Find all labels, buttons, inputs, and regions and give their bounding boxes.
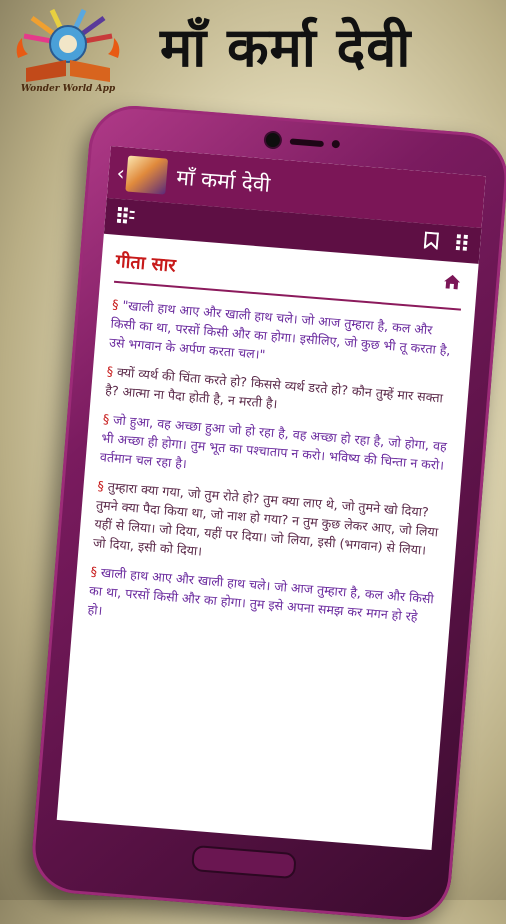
phone-home-button[interactable] [191, 845, 297, 879]
sensor [331, 140, 340, 149]
verse-text: क्यों व्यर्थ की चिंता करते हो? किससे व्यर्थ डरते हो? कौन तुम्हें मार सक्ता है? आत्मा ना पैदा होती है, न मरती है। [104, 364, 444, 412]
verse-paragraph [92, 476, 445, 580]
grid-icon[interactable] [116, 207, 136, 228]
verse-text: तुम्हारा क्या गया, जो तुम रोते हो? तुम क्या लाए थे, जो तुमने खो दिया? तुमने क्या पैदा किया था, जो नाश हो गया? न तुम कुछ लेकर आए, जो लिया यहीं से लिया। जो दिया, यहीं पर दिया। जो लिया, इसी (भगवान) से लिया। जो दिया, इसी को दिया। [92, 478, 439, 559]
section-mark: § [106, 363, 114, 379]
bookmark-icon[interactable] [423, 231, 439, 253]
section-title: गीता सार [114, 250, 177, 277]
back-arrow-icon[interactable]: ‹ [115, 160, 126, 186]
section-mark: § [97, 478, 105, 494]
phone-frame [29, 102, 506, 923]
headline-title: माँ कर्मा देवी [160, 15, 412, 79]
section-mark: § [111, 296, 120, 313]
app-logo [125, 155, 168, 194]
app-title: माँ कर्मा देवी [175, 165, 272, 197]
section-mark: § [90, 563, 98, 580]
home-icon[interactable] [442, 273, 462, 294]
phone-screen [57, 146, 486, 850]
earpiece-speaker [290, 138, 324, 147]
verse-text: खाली हाथ आए और खाली हाथ चले। जो आज तुम्हारा है, कल और किसी का था, परसों किसी और का होगा। तुम इसे अपना समझ कर मगन हो रहे हो। [87, 564, 435, 625]
brand-emblem-icon [8, 6, 128, 86]
more-vert-icon[interactable] [455, 234, 469, 255]
front-camera [265, 132, 280, 147]
reading-content [73, 234, 479, 648]
verse-text: "खाली हाथ आए और खाली हाथ चले। जो आज तुम्हारा है, कल और किसी का था, परसों किसी और का होगा। इसीलिए, जो कुछ भी तू करता है, उसे भगवान के अर्पण करता चल।" [108, 297, 452, 363]
brand-label: Wonder World App [20, 84, 116, 94]
brand-logo [8, 6, 128, 98]
verse-text: जो हुआ, वह अच्छा हुआ जो हो रहा है, वह अच्छा हो रहा है, जो होगा, वह भी अच्छा ही होगा। तुम भूत का पश्चाताप न करो। भविष्य की चिन्ता न करो। वर्तमान चल रहा है। [99, 412, 448, 473]
section-mark: § [102, 411, 110, 427]
